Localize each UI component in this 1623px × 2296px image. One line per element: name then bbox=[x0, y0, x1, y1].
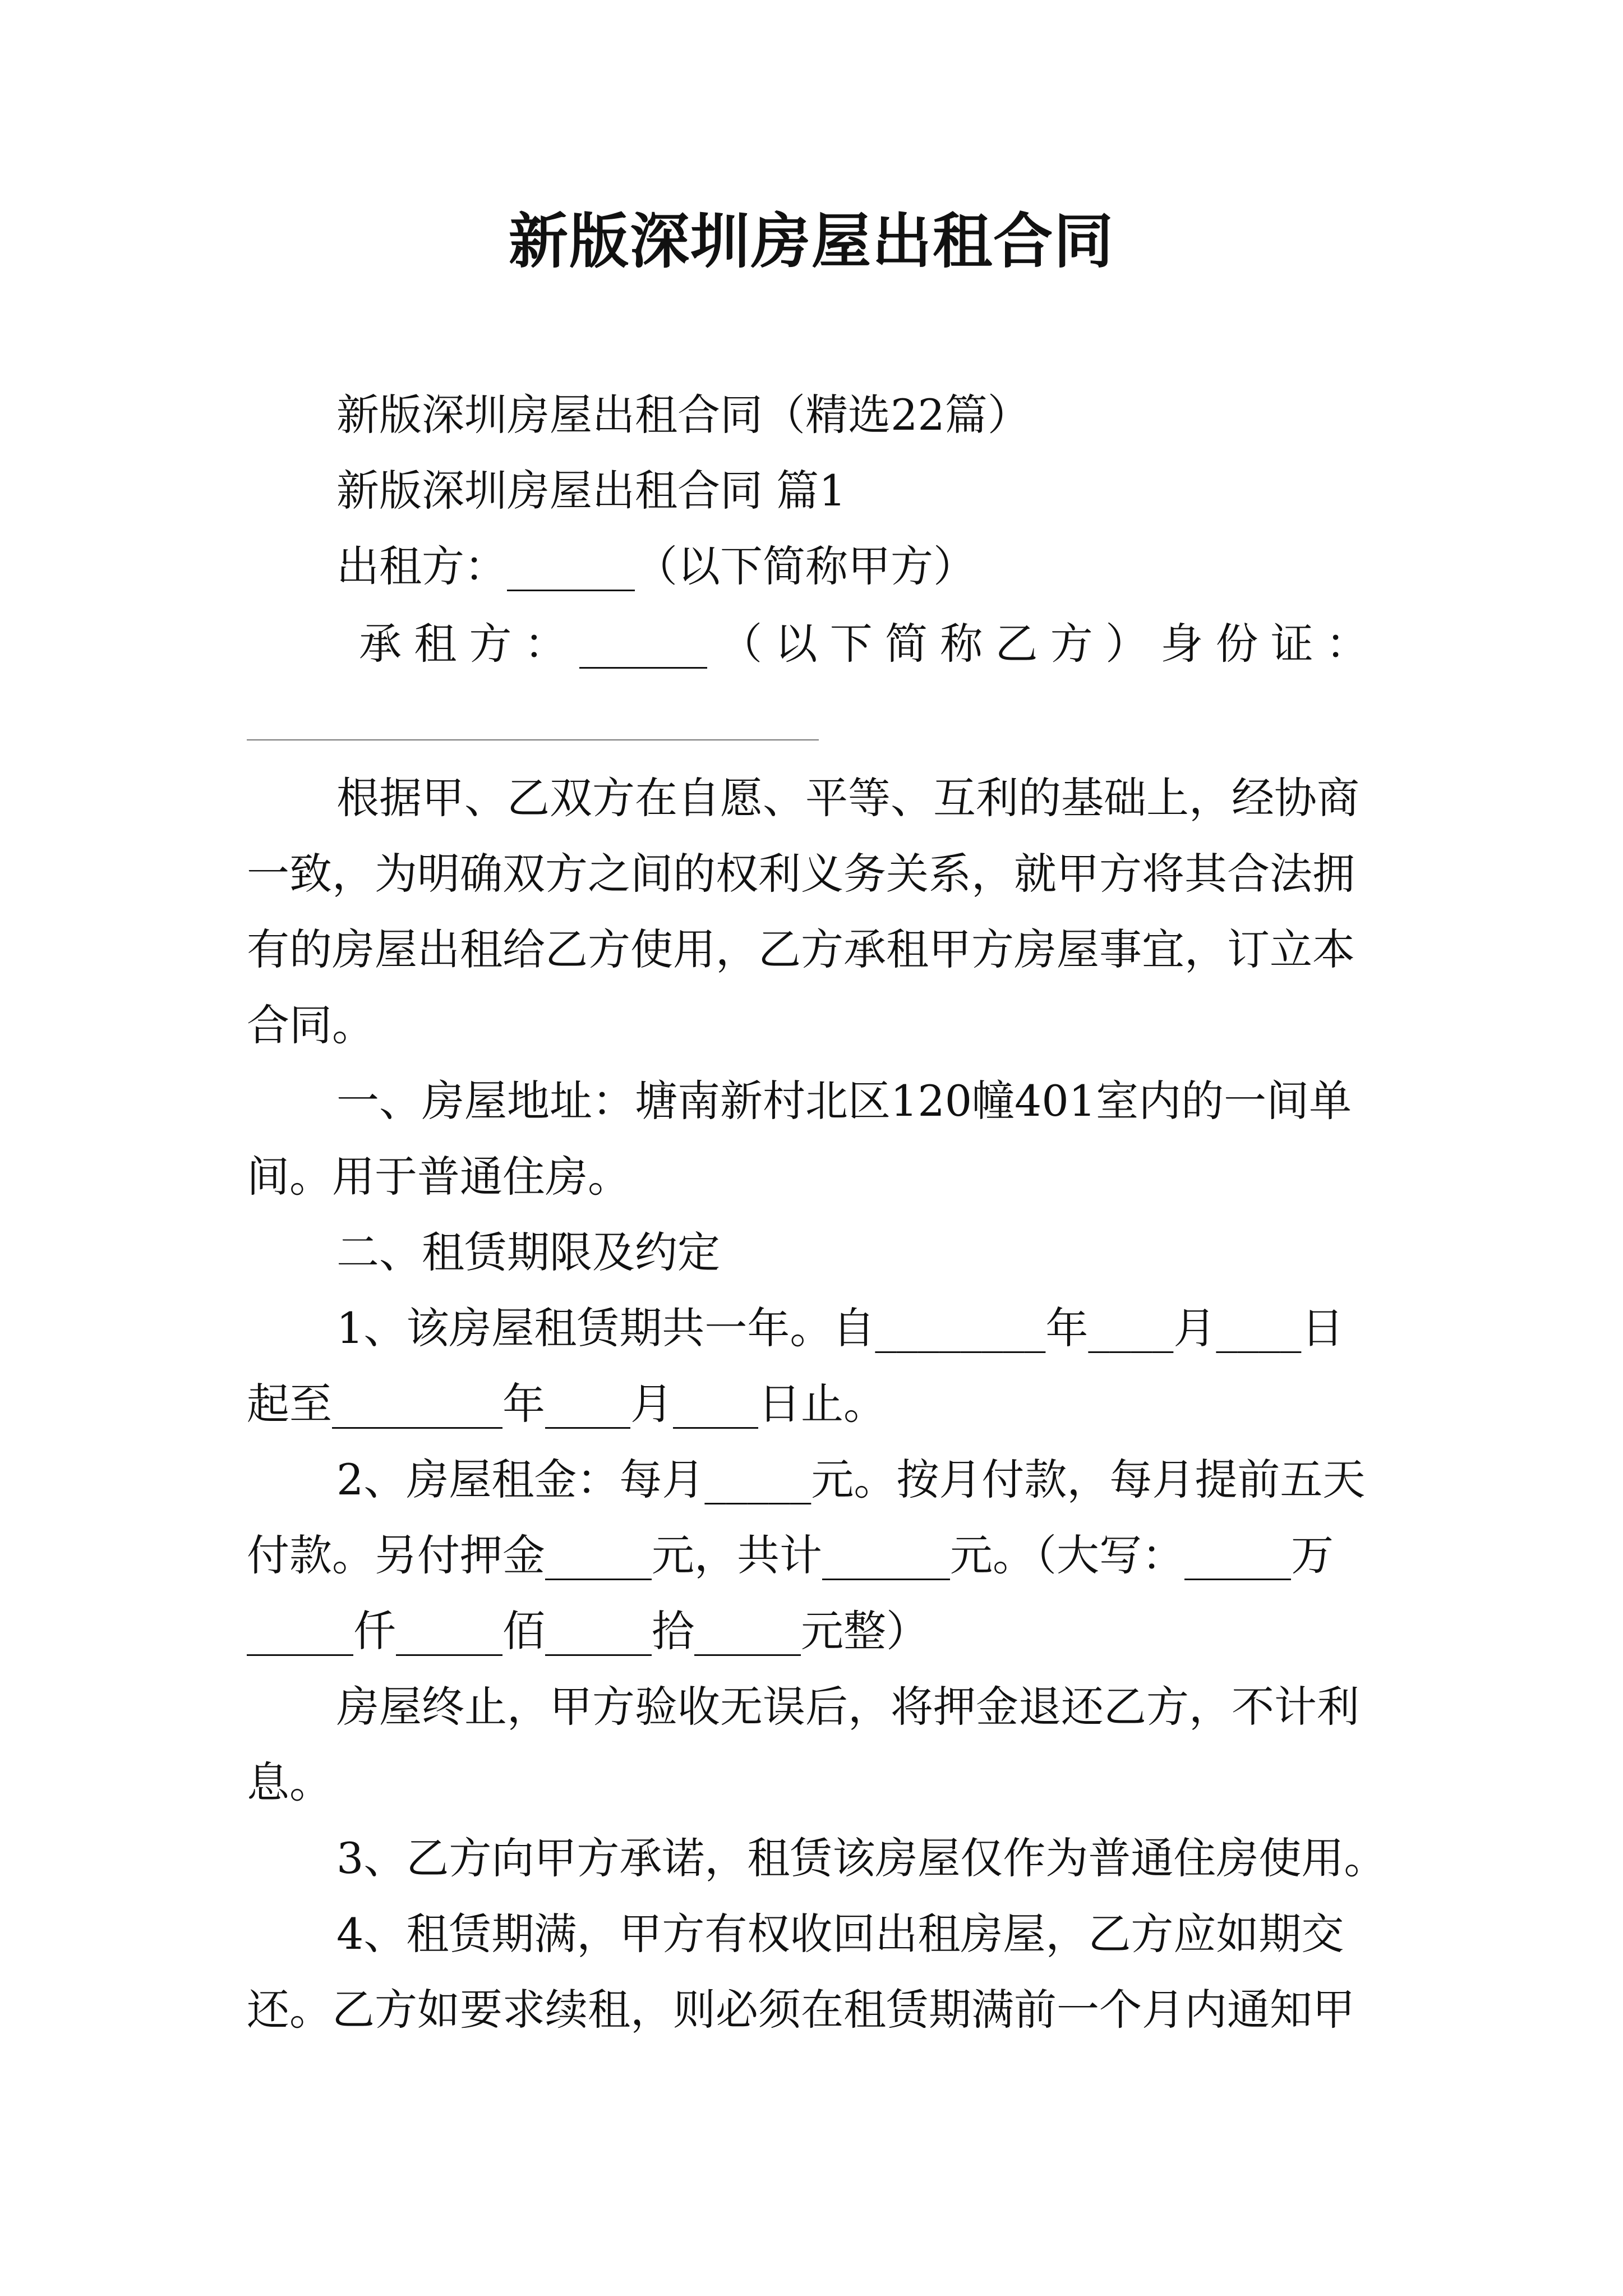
lessee-line bbox=[359, 616, 1368, 672]
deposit-line: 房屋终止，甲方验收无误后，将押金退还乙方，不计利 bbox=[336, 1682, 1359, 1732]
lessee-char: 方 bbox=[469, 619, 512, 669]
lessee-blank: ______ bbox=[579, 619, 707, 669]
term-line: 1、该房屋租赁期共一年。自________年____月____日 bbox=[336, 1303, 1344, 1353]
lessee-char: 份 bbox=[1215, 619, 1258, 669]
rent-line: _____仟_____佰_____拾_____元整） bbox=[247, 1606, 929, 1656]
lessee-char: 证 bbox=[1270, 619, 1313, 669]
clause-address: 一、房屋地址：塘南新村北区120幢401室内的一间单 bbox=[336, 1076, 1352, 1126]
intro-line: 合同。 bbox=[247, 1000, 375, 1050]
lessee-char: ： bbox=[1326, 619, 1368, 669]
clause-heading: 二、租赁期限及约定 bbox=[336, 1227, 720, 1277]
intro-line: 一致，为明确双方之间的权利义务关系，就甲方将其合法拥 bbox=[247, 849, 1355, 899]
lessee-char: 租 bbox=[414, 619, 457, 669]
lessee-char: ： bbox=[524, 619, 567, 669]
lessee-char: 承 bbox=[359, 619, 402, 669]
lessee-char: 以 bbox=[774, 619, 818, 669]
use-clause: 3、乙方向甲方承诺，租赁该房屋仅作为普通住房使用。 bbox=[336, 1833, 1387, 1883]
section-heading: 新版深圳房屋出租合同 篇1 bbox=[336, 466, 846, 516]
document-subtitle: 新版深圳房屋出租合同（精选22篇） bbox=[336, 390, 1030, 440]
intro-line: 根据甲、乙双方在自愿、平等、互利的基础上，经协商 bbox=[336, 773, 1359, 823]
lessor-line: 出租方：______（以下简称甲方） bbox=[336, 541, 976, 591]
renewal-line: 还。乙方如要求续租，则必须在租赁期满前一个月内通知甲 bbox=[247, 1985, 1355, 2035]
deposit-line: 息。 bbox=[247, 1757, 332, 1807]
rent-line: 付款。另付押金_____元，共计______元。（大写：_____万 bbox=[247, 1530, 1334, 1580]
lessee-char: 称 bbox=[940, 619, 983, 669]
lessee-char: 简 bbox=[885, 619, 928, 669]
lessee-char: 方 bbox=[1050, 619, 1093, 669]
document-title: 新版深圳房屋出租合同 bbox=[509, 206, 1114, 276]
lessee-char: 乙 bbox=[995, 619, 1038, 669]
lessee-char: 身 bbox=[1160, 619, 1204, 669]
id-number-blank-line bbox=[247, 739, 819, 740]
renewal-line: 4、租赁期满，甲方有权收回出租房屋，乙方应如期交 bbox=[336, 1909, 1344, 1959]
lessee-char: （ bbox=[720, 619, 763, 669]
clause-address: 间。用于普通住房。 bbox=[247, 1152, 630, 1202]
lessee-char: 下 bbox=[829, 619, 873, 669]
intro-line: 有的房屋出租给乙方使用，乙方承租甲方房屋事宜，订立本 bbox=[247, 924, 1355, 974]
lessee-char: ） bbox=[1105, 619, 1148, 669]
rent-line: 2、房屋租金：每月_____元。按月付款，每月提前五天 bbox=[336, 1455, 1366, 1504]
term-line: 起至________年____月____日止。 bbox=[247, 1379, 886, 1429]
